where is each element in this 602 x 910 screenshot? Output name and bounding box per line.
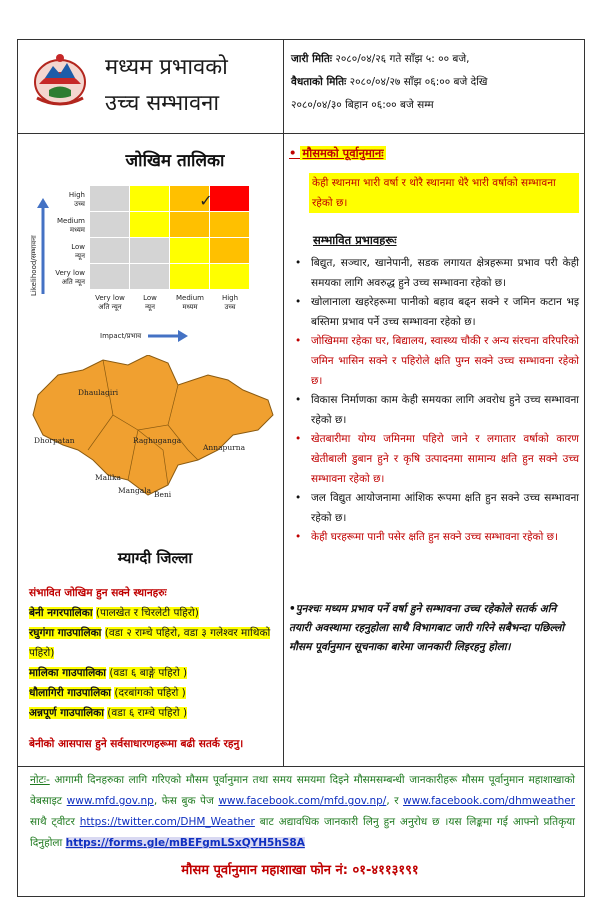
nepal-government-emblem-icon <box>31 50 89 108</box>
col-label-np: मध्यम <box>182 303 198 311</box>
matrix-cell <box>210 264 249 289</box>
impact-item: • विकास निर्माणका काम केही समयका लागि अवरोध हुने उच्च सम्भावना रहेको छ। <box>295 394 579 426</box>
matrix-cell <box>210 186 249 211</box>
row-label-np: न्यून <box>74 252 85 260</box>
valid-value: २०८०/०४/२७ साँझ ०६:०० बजे देखि <box>349 76 488 88</box>
row-label-np: अति न्यून <box>61 278 85 286</box>
impact-item: • खोलानाला खहरेहरूमा पानीको बहाव बढ्न सक्ने र जमिन कटान भइ बस्तिमा प्रभाव पर्ने उच्च सम्भावना रहेको छ। <box>295 296 579 328</box>
row-label: Low <box>71 243 85 251</box>
matrix-cell <box>210 212 249 237</box>
risk-table-title: जोखिम तालिका <box>125 151 225 171</box>
issue-info <box>291 48 581 117</box>
matrix-cell <box>170 212 209 237</box>
header-divider <box>17 133 585 134</box>
issued-value: २०८०/०४/२६ गते साँझ ५: ०० बजे, <box>335 53 470 65</box>
valid-value-2: २०८०/०४/३० बिहान ०६:०० बजे सम्म <box>291 99 434 111</box>
row-label: High <box>68 191 85 199</box>
postscript-note: •पुनश्चः मध्यम प्रभाव पर्ने वर्षा हुने सम्भावना उच्च रहेकोले सतर्क अनि तयारी अवस्थामा रहनुहोला साथै विभागबाट जारी गरिने सबैभन्दा पछिल्लो मौसम पूर्वानुमान सूचनाका बारेमा जानकारी लिइरहनु होला। <box>289 603 565 653</box>
matrix-cell <box>170 264 209 289</box>
impacts-heading: सम्भावित प्रभावहरूः <box>313 233 397 247</box>
footer-note: नोटः- आगामी दिनहरुका लागि गरिएको मौसम पूर्वानुमान तथा समय समयमा दिइने मौसमसम्बन्धी जानकारीहरू मौसम पूर्वानुमान महाशाखाको वेबसाइट www.mfd.gov.np, फेस बुक पेज www.facebook.com/mfd.gov.np/, र www.facebook.com/dhmweather साथै ट्वीटर https://twitter.com/DHM_Weather बाट अद्यावधिक जानकारी लिनु हुन अनुरोध छ ।यस लिङ्कमा गई आफ्नो प्रतिकृया दिनुहोला https://forms.gle/mBEFgmLSxQYH5hS8A <box>30 774 576 849</box>
col-label-np: उच्च <box>224 303 236 311</box>
matrix-cell <box>130 238 169 263</box>
map-label-malika: Malika <box>95 473 121 482</box>
impacts-list <box>289 254 579 548</box>
risk-places <box>29 583 284 755</box>
places-warning: बेनीको आसपास हुने सर्वसाधारणहरूमा बढी सतर्क रहनु। <box>29 738 244 750</box>
map-label-mangala: Mangala <box>118 486 152 495</box>
title-line-2: उच्च सम्भावना <box>105 91 220 116</box>
place-item: बेनी नगरपालिका (पालखेत र चिरलेटी पहिरो) <box>29 607 199 619</box>
col-label: High <box>221 294 239 302</box>
matrix-cell <box>90 186 129 211</box>
impact-item: • खेतबारीमा योग्य जमिनमा पहिरो जाने र लगातार वर्षाको कारण खेतीबाली डुबान हुने र कृषि उत्पादनमा सामान्य क्षति हुन सक्ने उच्च सम्भावना रहेको छ। <box>295 433 579 485</box>
impact-item: • बिद्युत, सञ्चार, खानेपानी, सडक लगायत क्षेत्रहरूमा प्रभाव परी केही समयका लागि अवरुद्ध हुने उच्च सम्भावना रहेको छ। <box>295 257 579 289</box>
issued-label: जारी मितिः <box>291 53 333 65</box>
row-label-np: मध्यम <box>69 226 85 234</box>
place-item: रघुगंगा गाउपालिका (वडा २ राम्चे पहिरो, वडा ३ गलेश्वर माथिको पहिरो) <box>29 627 271 659</box>
document-title <box>105 50 228 122</box>
impact-item: • जल विद्युत आयोजनामा आंशिक रूपमा क्षति हुन सक्ने उच्च सम्भावना रहेको छ। <box>295 492 579 524</box>
facebook-dhm-link[interactable]: www.facebook.com/dhmweather <box>403 795 576 807</box>
forecast-heading: • मौसमको पूर्वानुमानः <box>289 146 384 160</box>
note-label: नोटः- <box>30 774 50 786</box>
matrix-cell <box>90 238 129 263</box>
col-label: Medium <box>176 294 204 302</box>
check-mark: ✓ <box>199 191 213 210</box>
impact-item: • केही घरहरूमा पानी पसेर क्षति हुन सक्ने उच्च सम्भावना रहेको छ। <box>295 531 558 544</box>
matrix-cell <box>130 212 169 237</box>
place-item: धौलागिरी गाउपालिका (दरबांगको पहिरो ) <box>29 687 186 699</box>
matrix-cell <box>210 238 249 263</box>
forecast-column <box>289 146 579 548</box>
facebook-link[interactable]: www.facebook.com/mfd.gov.np/ <box>218 795 387 807</box>
phone-number: मौसम पूर्वानुमान महाशाखा फोन नं: ०१-४११३१९१ <box>181 863 419 878</box>
place-item: अन्नपूर्ण गाउपालिका (वडा ६ राम्चे पहिरो ) <box>29 707 188 719</box>
map-shape <box>33 355 273 495</box>
place-item: मालिका गाउपालिका (वडा ६ बाङ्गे पहिरो ) <box>29 667 188 679</box>
col-label-np: अति न्यून <box>98 303 122 311</box>
matrix-cell <box>90 264 129 289</box>
footer-divider <box>17 766 585 767</box>
map-label-raghuganga: Raghuganga <box>133 436 182 445</box>
row-label: Very low <box>55 269 85 277</box>
matrix-cell <box>170 238 209 263</box>
matrix-cell <box>90 212 129 237</box>
x-axis-label: Impact/प्रभाव <box>100 332 142 340</box>
col-label: Very low <box>95 294 125 302</box>
matrix-cell <box>130 186 169 211</box>
map-label-dhorpatan: Dhorpatan <box>34 436 75 445</box>
district-name: म्याग्दी जिल्ला <box>117 549 193 567</box>
risk-matrix <box>30 176 280 346</box>
feedback-form-link[interactable]: https://forms.gle/mBEFgmLSxQYH5hS8A <box>65 837 305 849</box>
district-map <box>28 355 278 515</box>
col-label-np: न्यून <box>144 303 156 311</box>
title-line-1: मध्यम प्रभावको <box>105 55 228 80</box>
places-heading: संभावित जोखिम हुन सक्ने स्थानहरुः <box>29 587 167 599</box>
matrix-cell <box>130 264 169 289</box>
row-label: Medium <box>57 217 85 225</box>
forecast-text: केही स्थानमा भारी वर्षा र थोरै स्थानमा धेरै भारी वर्षाको सम्भावना रहेको छ। <box>309 173 579 213</box>
col-label: Low <box>143 294 157 302</box>
row-label-np: उच्च <box>74 200 85 208</box>
map-label-annapurna: Annapurna <box>203 443 246 452</box>
valid-label: वैधताको मितिः <box>291 76 347 88</box>
y-axis-label: Likelihood/सम्भावना <box>30 235 38 296</box>
map-label-dhaulagiri: Dhaulagiri <box>78 388 119 397</box>
website-link[interactable]: www.mfd.gov.np <box>66 795 154 807</box>
impact-item: • जोखिममा रहेका घर, बिद्यालय, स्वास्थ्य चौकी र अन्य संरचना वरिपरिको जमिन भासिन सक्ने र पहिरोले क्षति पुग्न सक्ने उच्च सम्भावना रहेको छ। <box>295 335 579 387</box>
twitter-link[interactable]: https://twitter.com/DHM_Weather <box>79 816 255 828</box>
map-label-beni: Beni <box>154 490 172 499</box>
